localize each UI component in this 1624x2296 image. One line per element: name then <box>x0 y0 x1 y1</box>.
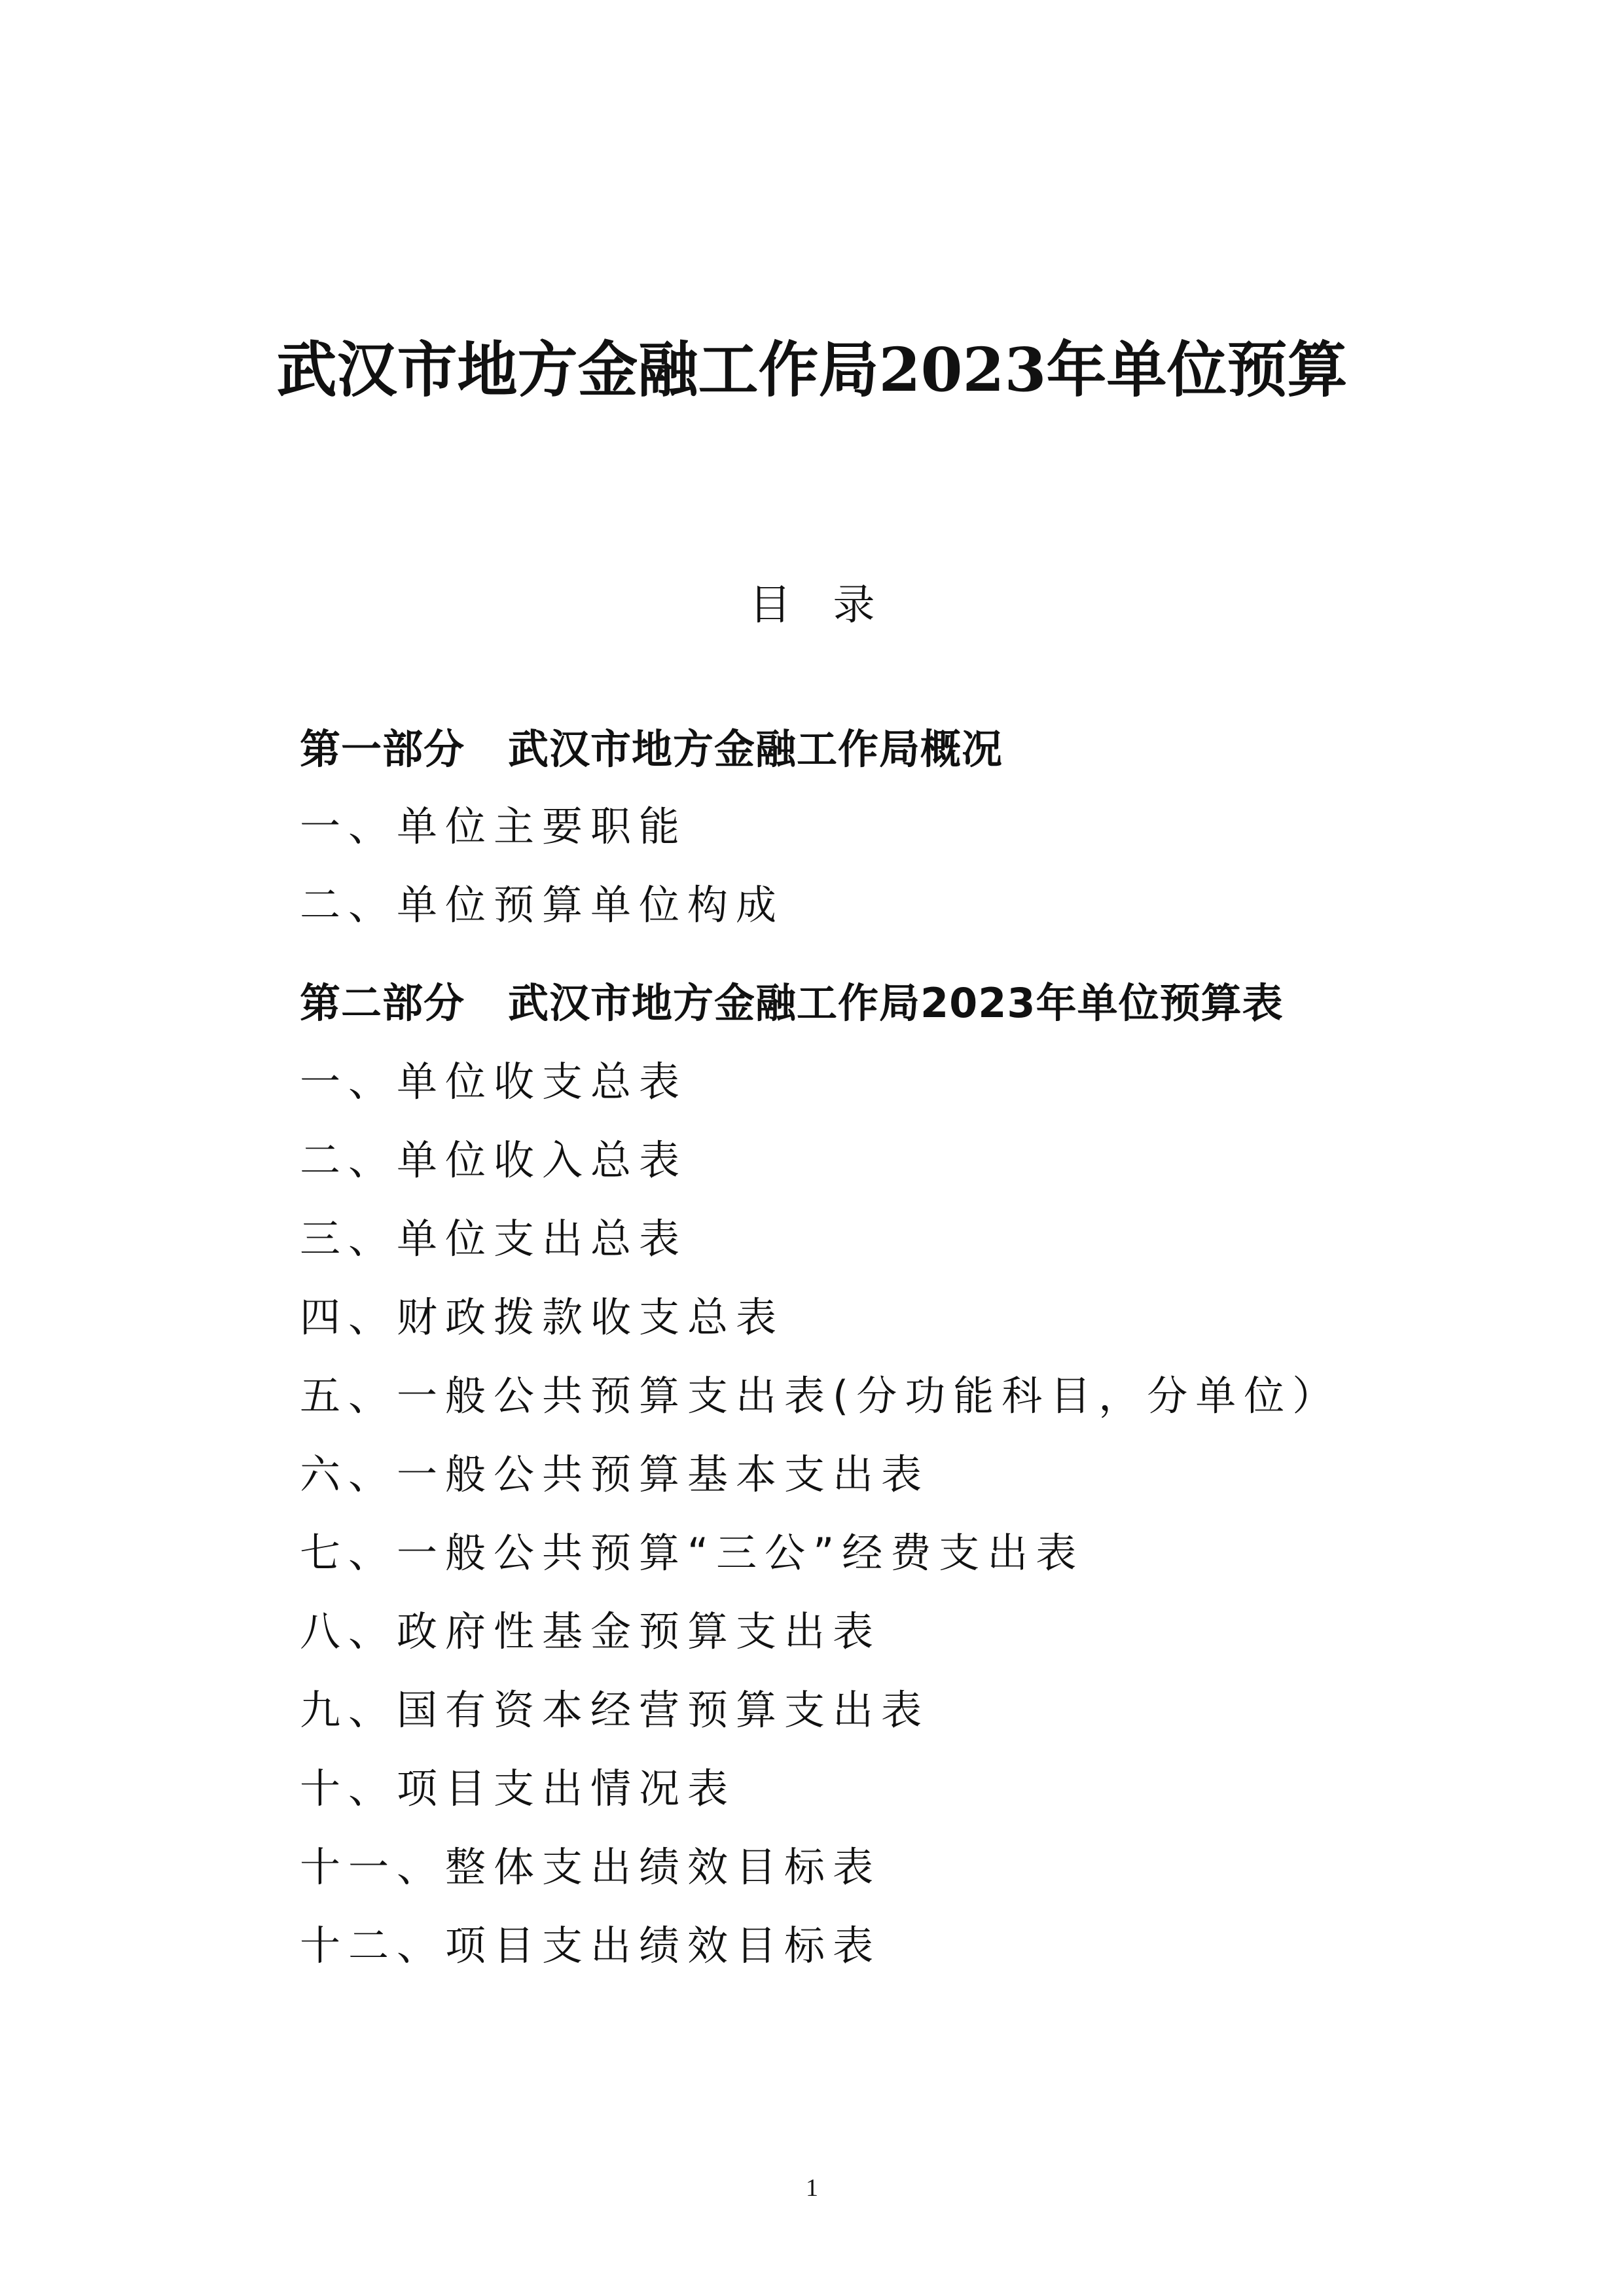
toc-part-label: 武汉市地方金融工作局概况 <box>508 725 1003 773</box>
toc-item[interactable]: 四、财政拨款收支总表 <box>300 1293 785 1341</box>
toc-item[interactable]: 八、政府性基金预算支出表 <box>300 1607 882 1655</box>
toc-item[interactable]: 十二、项目支出绩效目标表 <box>300 1922 882 1969</box>
toc-item[interactable]: 十、项目支出情况表 <box>300 1765 736 1812</box>
toc-item[interactable]: 一、单位主要职能 <box>300 802 688 850</box>
toc-item[interactable]: 六、一般公共预算基本支出表 <box>300 1450 930 1498</box>
toc-item[interactable]: 五、一般公共预算支出表(分功能科目，分单位） <box>300 1372 1341 1420</box>
toc-part-number: 第二部分 <box>300 979 465 1027</box>
toc-part-two[interactable] <box>300 974 1284 1033</box>
toc-item[interactable]: 二、单位收入总表 <box>300 1136 688 1184</box>
toc-item[interactable]: 九、国有资本经营预算支出表 <box>300 1686 930 1734</box>
toc-part-label: 武汉市地方金融工作局2023年单位预算表 <box>508 979 1284 1027</box>
toc-part-one[interactable] <box>300 720 1003 779</box>
page-number: 1 <box>806 2174 818 2202</box>
toc-item[interactable]: 七、一般公共预算“三公”经费支出表 <box>300 1529 1085 1577</box>
toc-item[interactable]: 一、单位收支总表 <box>300 1058 688 1105</box>
toc-heading: 目录 <box>749 581 917 630</box>
toc-part-number: 第一部分 <box>300 725 465 773</box>
document-title: 武汉市地方金融工作局2023年单位预算 <box>276 334 1348 405</box>
toc-item[interactable]: 二、单位预算单位构成 <box>300 881 785 929</box>
toc-item[interactable]: 三、单位支出总表 <box>300 1215 688 1263</box>
toc-item[interactable]: 十一、整体支出绩效目标表 <box>300 1843 882 1891</box>
